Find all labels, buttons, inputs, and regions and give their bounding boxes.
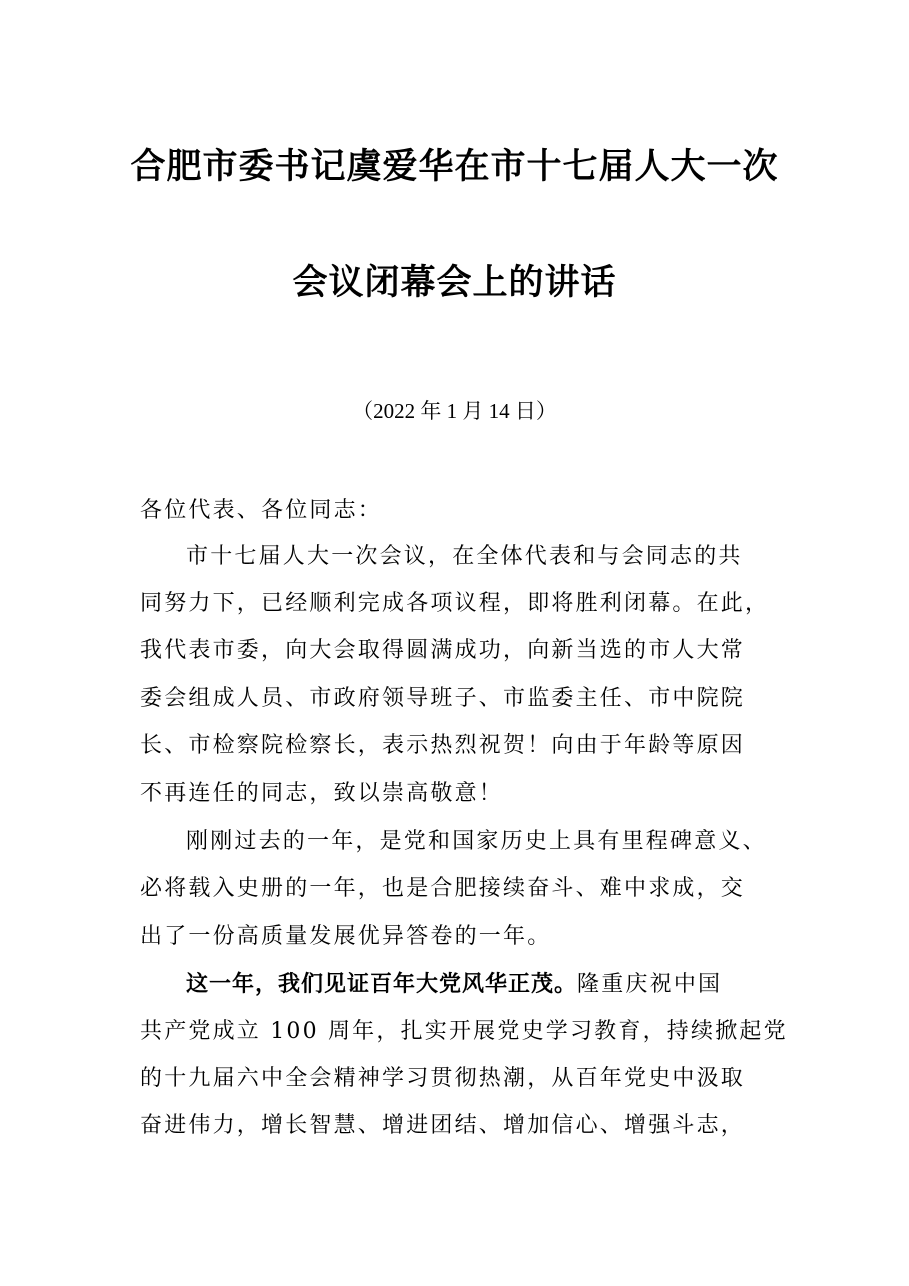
paragraph-3-line: 共产党成立 100 周年，扎实开展党史学习教育，持续掀起党: [140, 1019, 788, 1044]
document-title-line-1: 合肥市委书记虞爱华在市十七届人大一次: [130, 146, 779, 187]
paragraph-1-line: 市十七届人大一次会议，在全体代表和与会同志的共: [186, 544, 743, 569]
paragraph-3-line: 奋进伟力，增长智慧、增进团结、增加信心、增强斗志，: [140, 1113, 746, 1138]
salutation: 各位代表、各位同志：: [140, 498, 383, 523]
paragraph-1-line: 不再连任的同志，致以崇高敬意！: [140, 781, 504, 806]
paragraph-2-line: 刚刚过去的一年，是党和国家历史上具有里程碑意义、: [186, 829, 767, 854]
paragraph-1-line: 我代表市委，向大会取得圆满成功，向新当选的市人大常: [140, 638, 746, 663]
speech-date: （2022 年 1 月 14 日）: [352, 399, 557, 423]
paragraph-3-first-line: [186, 969, 722, 1000]
paragraph-1-line: 长、市检察院检察长，表示热烈祝贺！向由于年龄等原因: [140, 733, 746, 758]
paragraph-2-line: 出了一份高质量发展优异答卷的一年。: [140, 924, 552, 949]
document-title-line-2: 会议闭幕会上的讲话: [292, 262, 617, 303]
paragraph-3-first-rest: 隆重庆祝中国: [577, 972, 723, 997]
paragraph-3-lead: 这一年，我们见证百年大党风华正茂。: [186, 971, 578, 997]
paragraph-3-line: 的十九届六中全会精神学习贯彻热潮，从百年党史中汲取: [140, 1066, 746, 1091]
paragraph-1-line: 同努力下，已经顺利完成各项议程，即将胜利闭幕。在此，: [140, 591, 770, 616]
paragraph-1-line: 委会组成人员、市政府领导班子、市监委主任、市中院院: [140, 686, 746, 711]
paragraph-2-line: 必将载入史册的一年，也是合肥接续奋斗、难中求成，交: [140, 876, 746, 901]
